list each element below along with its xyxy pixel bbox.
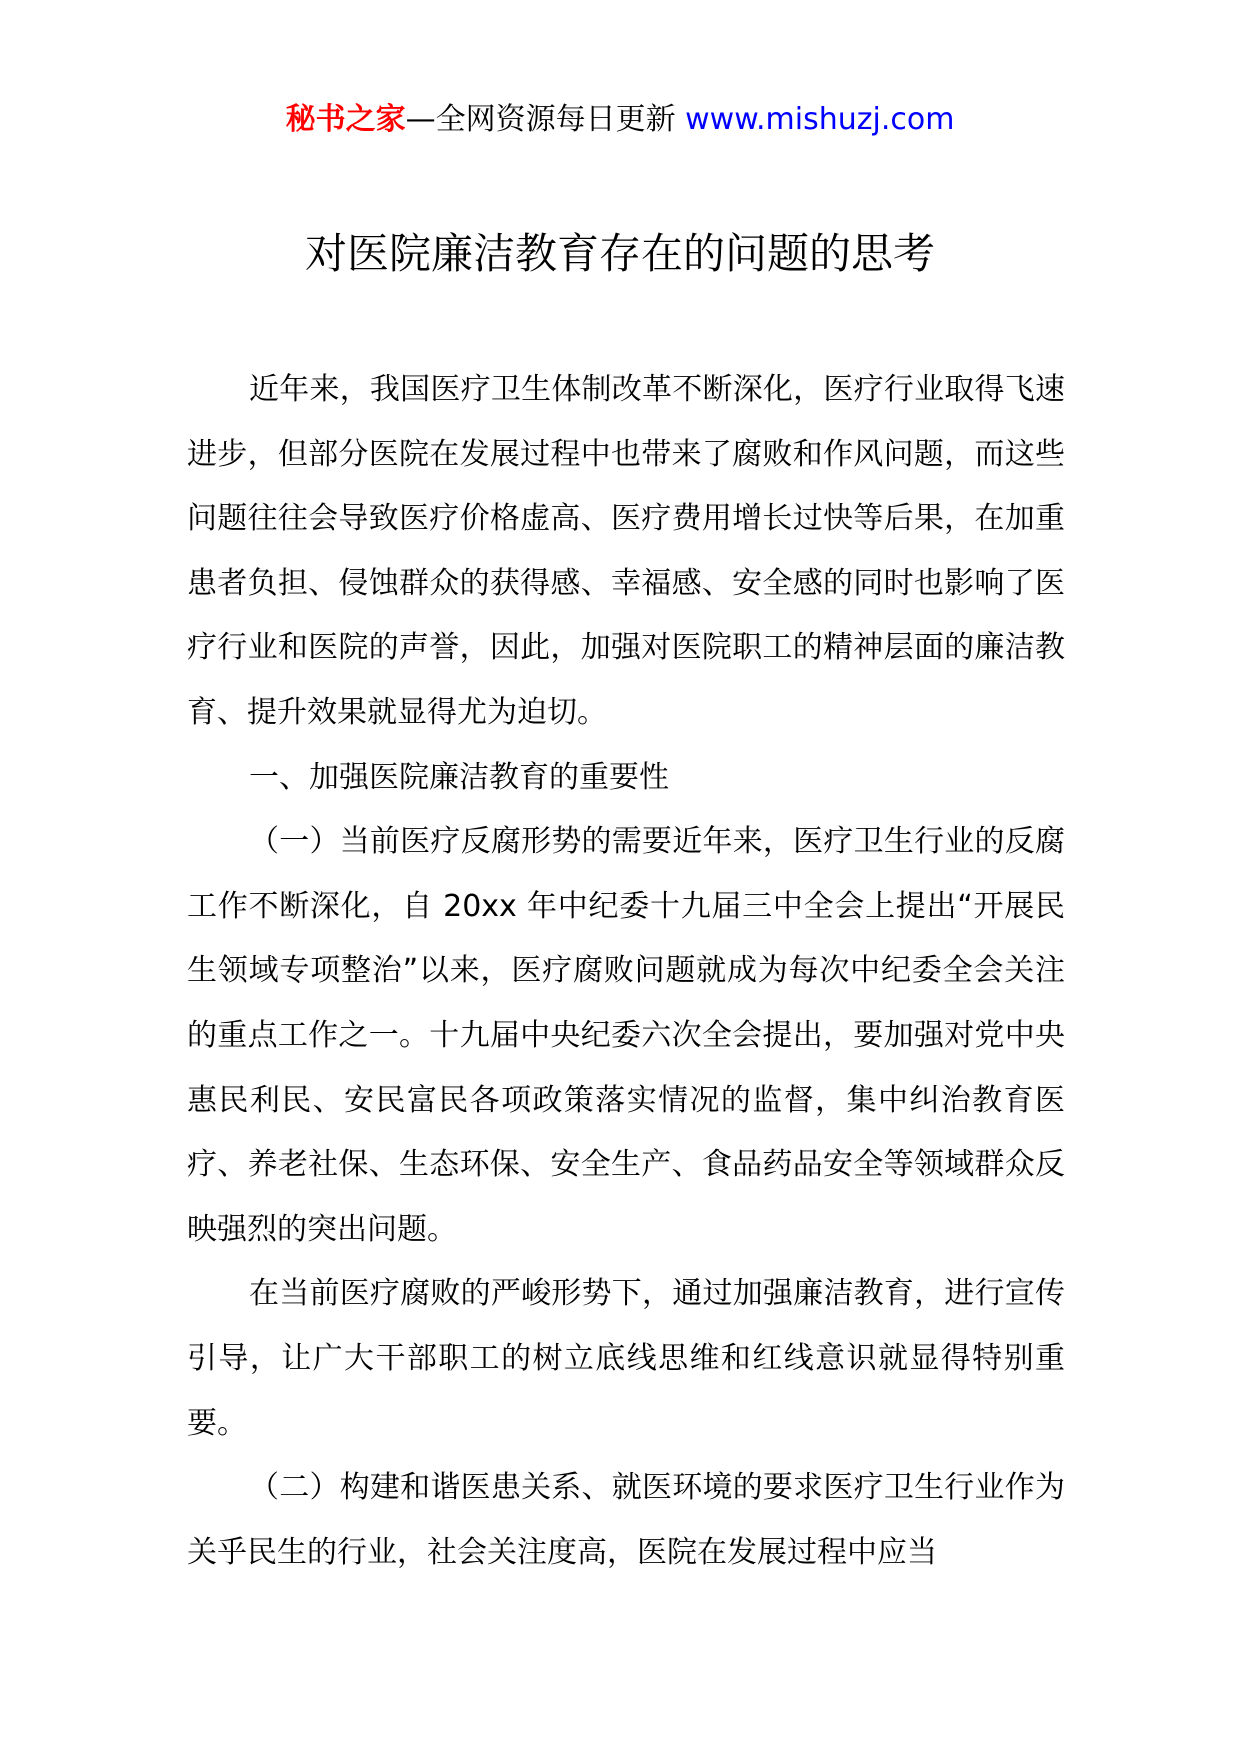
section-heading-1: 一、加强医院廉洁教育的重要性 [249,759,669,795]
site-url-link[interactable]: www.mishuzj.com [685,102,955,137]
document-body [187,358,1065,1585]
site-header [0,100,1240,140]
paragraph-intro: 近年来，我国医疗卫生体制改革不断深化，医疗行业取得飞速进步，但部分医院在发展过程中也带来了腐败和作风问题，而这些问题往往会导致医疗价格虚高、医疗费用增长过快等后果，在加重患者负担、侵蚀群众的获得感、幸福感、安全感的同时也影响了医疗行业和医院的声誉，因此，加强对医院职工的精神层面的廉洁教育、提升效果就显得尤为迫切。 [187,372,1065,730]
site-brand: 秘书之家 [285,102,406,137]
site-tagline: —全网资源每日更新 [405,102,676,137]
document-title: 对医院廉洁教育存在的问题的思考 [304,229,935,278]
paragraph-subsection-1: （一）当前医疗反腐形势的需要近年来，医疗卫生行业的反腐工作不断深化，自 20xx 年中纪委十九届三中全会上提出“开展民生领域专项整治”以来，医疗腐败问题就成为每次中纪委全会关注的重点工作之一。十九届中央纪委六次全会提出，要加强对党中央惠民利民、安民富民各项政策落实情况的监督，集中纠治教育医疗、养老社保、生态环保、安全生产、食品药品安全等领域群众反映强烈的突出问题。 [187,824,1065,1247]
paragraph-subsection-2: （二）构建和谐医患关系、就医环境的要求医疗卫生行业作为关乎民生的行业，社会关注度高，医院在发展过程中应当 [187,1470,1065,1570]
paragraph-anticorruption-context: 在当前医疗腐败的严峻形势下，通过加强廉洁教育，进行宣传引导，让广大干部职工的树立底线思维和红线意识就显得特别重要。 [187,1276,1065,1441]
